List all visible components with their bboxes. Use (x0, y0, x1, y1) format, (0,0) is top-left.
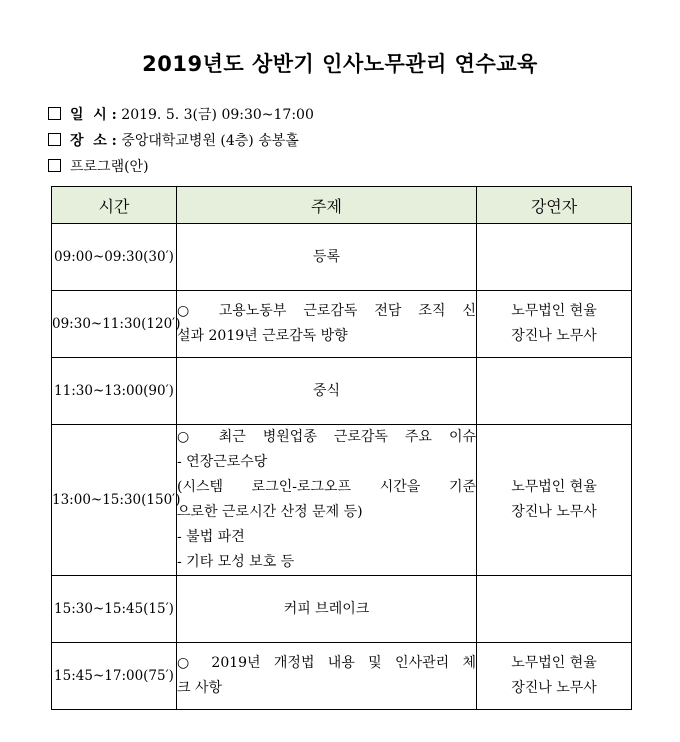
topic-line: 설과 2019년 근로감독 방향 (177, 328, 348, 344)
speaker-line: 노무법인 현율 (511, 303, 597, 319)
info-date-label: 일 시 : (70, 107, 117, 123)
page-title: 2019년도 상반기 인사노무관리 연수교육 (142, 52, 538, 76)
topic-cell (177, 576, 477, 643)
topic-line: ○ 최근 병원업종 근로감독 주요 이슈 (177, 429, 476, 445)
time-cell: 11:30~13:00(90′) (52, 358, 177, 425)
topic-line: 으로한 근로시간 산정 문제 등) (177, 504, 363, 520)
table-row (52, 425, 632, 576)
header-topic: 주제 (177, 187, 477, 224)
checkbox-icon (48, 107, 61, 120)
info-program-label: 프로그램(안) (70, 159, 149, 175)
info-program (48, 158, 149, 176)
time-cell: 13:00~15:30(150′) (52, 425, 177, 576)
topic-cell (177, 224, 477, 291)
table-row (52, 358, 632, 425)
time-cell: 15:30~15:45(15′) (52, 576, 177, 643)
time-cell: 09:30~11:30(120′) (52, 291, 177, 358)
table-row (52, 643, 632, 710)
speaker-cell (477, 291, 632, 358)
topic-line: ○ 고용노동부 근로감독 전담 조직 신 (177, 303, 476, 319)
info-date (48, 106, 314, 124)
table-row (52, 291, 632, 358)
topic-cell (177, 643, 477, 710)
topic-line: ○ 2019년 개정법 내용 및 인사관리 체 (177, 655, 476, 671)
topic-line: 등록 (312, 248, 341, 265)
speaker-cell (477, 358, 632, 425)
checkbox-icon (48, 133, 61, 146)
header-speaker: 강연자 (477, 187, 632, 224)
speaker-line: 노무법인 현율 (511, 655, 597, 671)
speaker-line: 장진나 노무사 (511, 328, 597, 344)
topic-cell (177, 291, 477, 358)
topic-line: - 기타 모성 보호 등 (177, 554, 295, 570)
topic-line: (시스템 로그인-로그오프 시간을 기준 (177, 479, 476, 495)
info-place (48, 132, 299, 150)
speaker-cell (477, 643, 632, 710)
table-row (52, 576, 632, 643)
topic-line: 크 사항 (177, 680, 223, 696)
info-place-value: 중앙대학교병원 (4층) 송봉홀 (121, 133, 299, 149)
topic-line: - 연장근로수당 (177, 454, 268, 470)
speaker-line: 장진나 노무사 (511, 504, 597, 520)
speaker-line: 장진나 노무사 (511, 680, 597, 696)
topic-line: - 불법 파견 (177, 529, 245, 545)
speaker-line: 노무법인 현율 (511, 479, 597, 495)
topic-line: 커피 브레이크 (283, 600, 370, 617)
info-place-label: 장 소 : (70, 133, 117, 149)
time-cell: 15:45~17:00(75′) (52, 643, 177, 710)
time-cell: 09:00~09:30(30′) (52, 224, 177, 291)
topic-line: 중식 (312, 382, 341, 399)
topic-cell (177, 425, 477, 576)
table-header-row (52, 187, 632, 224)
topic-cell (177, 358, 477, 425)
header-time: 시간 (52, 187, 177, 224)
table-row (52, 224, 632, 291)
speaker-cell (477, 425, 632, 576)
speaker-cell (477, 576, 632, 643)
checkbox-icon (48, 159, 61, 172)
speaker-cell (477, 224, 632, 291)
info-date-value: 2019. 5. 3(금) 09:30~17:00 (121, 107, 314, 123)
schedule-table (51, 186, 632, 710)
